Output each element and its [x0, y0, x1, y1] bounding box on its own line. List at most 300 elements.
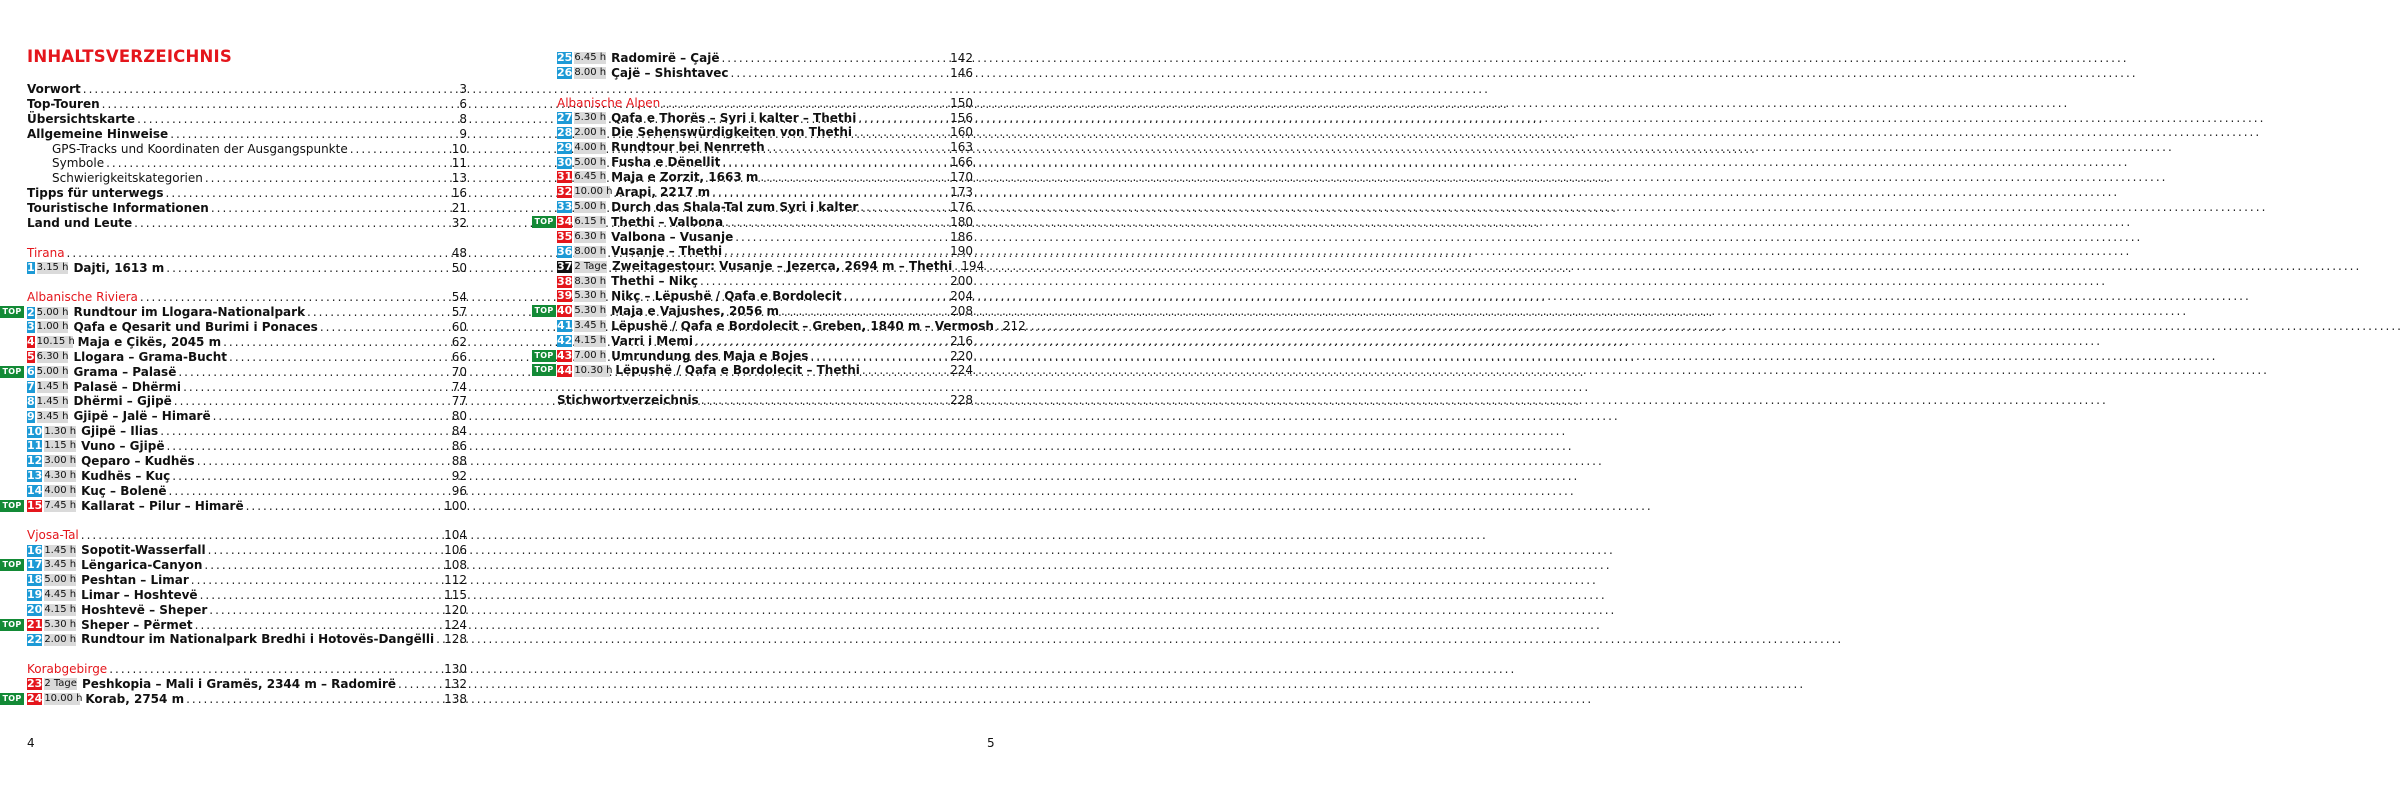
tour-duration-badge: 1.45 h [36, 380, 69, 392]
dot-leader [434, 632, 443, 647]
toc-spacer [557, 378, 973, 393]
toc-subentry[interactable] [27, 171, 467, 186]
dot-leader [104, 156, 451, 171]
toc-entry-label: Lëngarica-Canyon [81, 558, 203, 572]
toc-spacer [27, 275, 467, 290]
dot-leader [729, 66, 950, 81]
toc-page-number: 16 [451, 186, 467, 201]
toc-tour-entry[interactable] [27, 573, 467, 588]
dot-leader [81, 82, 459, 97]
dot-leader [305, 305, 451, 320]
dot-leader [79, 528, 443, 543]
dot-leader [952, 259, 960, 274]
toc-tour-entry[interactable] [557, 66, 973, 81]
tour-number-badge: 5 [27, 350, 35, 364]
tour-duration-badge: 7.00 h [574, 349, 607, 361]
toc-entry-label: Peshkopia – Mali i Gramës, 2344 m – Radomirë [81, 677, 397, 691]
top-tour-badge: TOP [0, 619, 24, 631]
toc-page-number: 156 [950, 110, 973, 125]
tour-number-badge: 25 [557, 51, 573, 65]
dot-leader [779, 304, 949, 319]
toc-page-number: 92 [451, 468, 467, 483]
tour-duration-badge: 1.00 h [36, 321, 69, 333]
tour-duration-badge: 6.30 h [574, 230, 607, 242]
toc-entry-label: Albanische Riviera [27, 290, 138, 305]
toc-page-number: 180 [950, 214, 973, 229]
tour-number-badge: 16 [27, 543, 43, 557]
toc-entry-label: Rundtour im Llogara-Nationalpark [73, 305, 306, 320]
tour-duration-badge: 3.45 h [44, 559, 77, 571]
toc-entry-label: Stichwortverzeichnis [557, 393, 699, 408]
toc-page-number: 150 [950, 95, 973, 110]
toc-tour-entry[interactable] [557, 274, 973, 289]
toc-entry-label: Hoshtevë – Sheper [81, 602, 208, 617]
toc-subentry[interactable] [27, 156, 467, 171]
toc-entry-label: Lëpushë / Qafa e Bordolecit – Thethi [615, 363, 860, 378]
toc-tour-entry[interactable] [27, 543, 467, 558]
dot-leader [206, 543, 443, 558]
toc-section-heading[interactable] [27, 528, 467, 543]
toc-tour-entry[interactable] [557, 334, 973, 349]
tour-duration-badge: 4.00 h [44, 485, 77, 497]
tour-duration-badge: 6.45 h [574, 52, 607, 64]
dot-leader [698, 274, 949, 289]
tour-duration-badge: 5.00 h [36, 306, 69, 318]
toc-page-number: 8 [459, 111, 467, 126]
toc-entry-label: Sopotit-Wasserfall [81, 543, 206, 558]
dot-leader [856, 111, 949, 126]
toc-entry-label: Symbole [52, 156, 105, 171]
tour-duration-badge: 5.00 h [574, 201, 607, 213]
toc-page-number: 166 [950, 155, 973, 170]
toc-page-number: 220 [950, 348, 973, 363]
toc-entry[interactable] [27, 201, 467, 216]
toc-page-number: 115 [444, 587, 467, 602]
tour-number-badge: 27 [557, 110, 573, 124]
toc-entry-label: Top-Touren [27, 96, 100, 111]
toc-entry[interactable] [27, 112, 467, 127]
toc-page-number: 3 [459, 82, 467, 96]
tour-number-badge: 37 [557, 259, 573, 273]
toc-entry-label: Allgemeine Hinweise [27, 126, 169, 141]
dot-leader [693, 334, 949, 349]
tour-number-badge: 31 [557, 170, 573, 184]
tour-duration-badge: 4.15 h [44, 604, 77, 616]
toc-tour-entry[interactable] [2, 305, 467, 320]
dot-leader [207, 603, 443, 618]
tour-number-badge: 41 [557, 319, 573, 333]
tour-duration-badge: 3.15 h [36, 261, 69, 273]
toc-entry[interactable] [27, 97, 467, 112]
toc-tour-entry[interactable] [27, 350, 467, 365]
toc-entry-label: Tirana [27, 245, 65, 260]
toc-page-number: 84 [451, 424, 467, 439]
tour-number-badge: 44 [557, 363, 573, 377]
toc-entry-label: Vusanje – Thethi [611, 244, 723, 259]
tour-duration-badge: 1.45 h [36, 395, 69, 407]
dot-leader [396, 677, 443, 692]
toc-tour-entry[interactable] [2, 498, 467, 514]
tour-duration-badge: 4.00 h [574, 141, 607, 153]
tour-duration-badge: 1.45 h [44, 544, 77, 556]
dot-leader [193, 618, 443, 633]
toc-page-number: 163 [950, 140, 973, 155]
tour-number-badge: 10 [27, 424, 43, 438]
dot-leader [158, 424, 451, 439]
toc-list-left [2, 82, 467, 707]
toc-page-number: 54 [451, 290, 467, 305]
dot-leader [107, 662, 443, 677]
top-tour-badge: TOP [532, 350, 556, 362]
dot-leader [852, 125, 949, 140]
toc-entry-label: Rundtour bei Nenrreth [611, 140, 765, 155]
toc-page-number: 173 [950, 184, 973, 199]
toc-subentry[interactable] [27, 142, 467, 157]
toc-page-number: 138 [444, 691, 467, 706]
toc-entry-label: Qeparo – Kudhës [81, 453, 195, 468]
toc-page-number: 146 [950, 65, 973, 80]
tour-number-badge: 29 [557, 140, 573, 154]
tour-duration-badge: 5.30 h [574, 290, 607, 302]
toc-entry-label: Gjipë – Ilias [81, 424, 159, 439]
toc-tour-entry[interactable] [557, 170, 973, 185]
dot-leader [720, 155, 949, 170]
dot-leader [176, 365, 450, 380]
toc-tour-entry[interactable] [557, 185, 973, 200]
tour-number-badge: 13 [27, 469, 43, 483]
tour-duration-badge: 2 Tage [574, 260, 607, 272]
tour-duration-badge: 6.45 h [574, 171, 607, 183]
toc-page-number: 132 [444, 677, 467, 691]
dot-leader [994, 319, 1002, 334]
toc-entry-label: Zweitagestour: Vusanje – Jezerca, 2694 m – Thethi [611, 259, 953, 274]
toc-entry-label: Maja e Vajushes, 2056 m [611, 303, 780, 318]
toc-page-number: 10 [451, 141, 467, 156]
toc-entry-label: Korabgebirge [27, 662, 108, 677]
dot-leader [842, 289, 949, 304]
toc-entry-label: Rundtour im Nationalpark Bredhi i Hotovës-Dangëlli [81, 632, 435, 647]
tour-duration-badge: 5.30 h [44, 618, 77, 630]
dot-leader [858, 200, 949, 215]
toc-page-number: 9 [459, 126, 467, 141]
toc-tour-entry[interactable] [2, 364, 467, 380]
toc-tour-entry[interactable] [557, 230, 973, 245]
dot-leader [710, 185, 949, 200]
toc-entry-label: Peshtan – Limar [81, 572, 189, 587]
page-title: INHALTSVERZEICHNIS [27, 47, 232, 66]
toc-entry-label: Kuç – Bolenë [81, 483, 167, 498]
dot-leader [167, 484, 451, 499]
dot-leader [100, 97, 459, 112]
toc-page-number: 48 [451, 245, 467, 260]
tour-number-badge: 20 [27, 603, 43, 617]
toc-entry-label: Vjosa-Tal [27, 528, 79, 543]
toc-spacer [27, 513, 467, 528]
toc-tour-entry[interactable] [557, 259, 985, 274]
tour-duration-badge: 3.45 h [36, 410, 69, 422]
toc-page-number: 88 [451, 453, 467, 468]
tour-number-badge: 2 [27, 305, 35, 319]
toc-section-heading[interactable] [27, 662, 467, 677]
dot-leader [211, 409, 451, 424]
toc-page-number: 228 [950, 393, 973, 408]
toc-tour-entry[interactable] [557, 200, 973, 215]
tour-duration-badge: 4.30 h [44, 470, 77, 482]
dot-leader [221, 335, 451, 350]
dot-leader [65, 246, 451, 261]
tour-duration-badge: 10.00 h [44, 693, 83, 705]
tour-number-badge: 39 [557, 289, 573, 303]
toc-entry-label: Land und Leute [27, 215, 133, 230]
toc-page-number: 120 [444, 602, 467, 617]
toc-tour-entry[interactable] [557, 125, 973, 140]
tour-number-badge: 38 [557, 274, 573, 288]
top-tour-badge: TOP [532, 305, 556, 317]
tour-duration-badge: 5.00 h [44, 574, 77, 586]
toc-entry-label: Schwierigkeitskategorien [52, 171, 203, 186]
toc-entry-label: Maja e Çikës, 2045 m [77, 334, 222, 349]
tour-duration-badge: 1.15 h [44, 440, 77, 452]
toc-page-number: 100 [444, 498, 467, 513]
top-tour-badge: TOP [0, 693, 24, 705]
toc-tour-entry[interactable] [2, 691, 467, 707]
tour-number-badge: 15 [27, 498, 43, 512]
dot-leader [164, 186, 451, 201]
toc-tour-entry[interactable] [27, 380, 467, 395]
tour-number-badge: 26 [557, 66, 573, 80]
toc-page-number: 216 [950, 333, 973, 348]
toc-entry-label: Vorwort [27, 82, 81, 96]
toc-page-number: 160 [950, 125, 973, 140]
dot-leader [164, 439, 450, 454]
toc-page-number: 60 [451, 320, 467, 334]
toc-entry[interactable] [27, 127, 467, 142]
dot-leader [765, 140, 949, 155]
toc-entry-label: Vuno – Gjipë [81, 439, 165, 453]
toc-page-number: 200 [950, 274, 973, 289]
toc-entry-label: Llogara – Grama-Bucht [73, 349, 228, 364]
tour-duration-badge: 10.15 h [36, 336, 75, 348]
toc-page-number: 204 [950, 289, 973, 303]
toc-tour-entry[interactable] [557, 111, 973, 126]
toc-tour-entry[interactable] [27, 603, 467, 618]
tour-number-badge: 17 [27, 558, 43, 572]
toc-page-number: 32 [451, 215, 467, 230]
toc-page-number: 96 [451, 483, 467, 498]
toc-entry-label: Die Sehenswürdigkeiten von Thethi [611, 125, 853, 140]
toc-tour-entry[interactable] [27, 424, 467, 439]
tour-number-badge: 11 [27, 439, 43, 453]
tour-duration-badge: 6.15 h [574, 216, 607, 228]
toc-entry-label: Dajti, 1613 m [73, 260, 165, 275]
dot-leader [758, 170, 949, 185]
toc-page-number: 6 [459, 96, 467, 111]
toc-entry-label: Palasë – Dhërmi [73, 379, 182, 394]
dot-leader [699, 393, 949, 408]
dot-leader [170, 469, 450, 484]
toc-entry-label: Arapi, 2217 m [615, 184, 711, 199]
toc-entry[interactable] [557, 393, 973, 408]
toc-page-number: 128 [444, 632, 467, 647]
toc-entry-label: Kudhës – Kuç [81, 468, 171, 483]
toc-entry-label: Tipps für unterwegs [27, 186, 164, 201]
toc-entry-label: Çajë – Shishtavec [611, 65, 729, 80]
dot-leader [660, 96, 949, 111]
toc-spacer [27, 647, 467, 662]
dot-leader [198, 588, 444, 603]
toc-tour-entry[interactable] [27, 320, 467, 335]
toc-tour-entry[interactable] [27, 394, 467, 409]
toc-entry-label: Maja e Zorzit, 1663 m [611, 170, 759, 184]
toc-entry[interactable] [27, 186, 467, 201]
tour-number-badge: 24 [27, 692, 43, 706]
tour-duration-badge: 6.30 h [36, 351, 69, 363]
toc-tour-entry[interactable] [534, 214, 973, 230]
dot-leader [860, 363, 949, 378]
top-tour-badge: TOP [0, 306, 24, 318]
top-tour-badge: TOP [0, 366, 24, 378]
dot-leader [135, 112, 458, 127]
toc-page-number: 124 [444, 617, 467, 632]
toc-tour-entry[interactable] [2, 617, 467, 633]
toc-entry-label: Gjipë – Jalë – Himarë [73, 409, 211, 424]
toc-page-number: 112 [444, 572, 467, 587]
tour-duration-badge: 5.00 h [36, 366, 69, 378]
toc-entry-label: Lëpushë / Qafa e Bordolecit – Greben, 1840 m – Vermosh [611, 318, 994, 333]
toc-page-number: 194 [961, 259, 985, 274]
tour-number-badge: 7 [27, 379, 35, 393]
toc-page-number: 224 [950, 363, 973, 378]
tour-number-badge: 35 [557, 229, 573, 243]
tour-duration-badge: 8.30 h [574, 275, 607, 287]
tour-number-badge: 43 [557, 348, 573, 362]
toc-entry-label: Thethi – Nikç [611, 274, 698, 289]
dot-leader [138, 290, 451, 305]
tour-duration-badge: 2.00 h [44, 633, 77, 645]
tour-number-badge: 1 [27, 260, 35, 274]
page-number-right: 5 [987, 736, 995, 750]
toc-page-number: 130 [444, 662, 467, 677]
tour-duration-badge: 3.00 h [44, 455, 77, 467]
toc-section-heading[interactable] [557, 96, 973, 111]
toc-tour-entry[interactable] [534, 348, 973, 364]
toc-entry-label: Varri i Memi [611, 333, 693, 348]
toc-page-number: 66 [451, 349, 467, 364]
toc-tour-entry[interactable] [27, 632, 467, 647]
toc-entry-label: Radomirë – Çajë [611, 51, 720, 65]
dot-leader [227, 350, 451, 365]
toc-page-number: 74 [451, 379, 467, 394]
top-tour-badge: TOP [0, 559, 24, 571]
top-tour-badge: TOP [0, 500, 24, 512]
toc-entry-label: Umrundung des Maja e Bojes [611, 348, 809, 363]
toc-entry-label: Qafa e Thorës – Syri i kalter – Thethi [611, 110, 857, 125]
toc-page-number: 176 [950, 199, 973, 214]
toc-entry[interactable] [27, 216, 467, 231]
dot-leader [164, 261, 450, 276]
tour-number-badge: 3 [27, 320, 35, 334]
toc-tour-entry[interactable] [557, 289, 973, 304]
toc-entry-label: Dhërmi – Gjipë [73, 394, 172, 409]
toc-entry-label: Touristische Informationen [27, 201, 209, 215]
tour-number-badge: 30 [557, 155, 573, 169]
toc-page-number: 186 [950, 229, 973, 244]
toc-tour-entry[interactable] [27, 261, 467, 276]
dot-leader [722, 244, 949, 259]
tour-number-badge: 33 [557, 200, 573, 214]
toc-tour-entry[interactable] [534, 363, 973, 378]
toc-tour-entry[interactable] [2, 558, 467, 573]
toc-tour-entry[interactable] [557, 244, 973, 259]
toc-tour-entry[interactable] [534, 303, 973, 319]
toc-tour-entry[interactable] [557, 51, 973, 66]
dot-leader [172, 394, 451, 409]
tour-number-badge: 34 [557, 215, 573, 229]
toc-section-heading[interactable] [27, 290, 467, 305]
tour-number-badge: 4 [27, 335, 35, 349]
toc-page-number: 57 [451, 305, 467, 320]
toc-tour-entry[interactable] [27, 454, 467, 469]
dot-leader [348, 142, 451, 157]
tour-duration-badge: 10.00 h [574, 186, 613, 198]
dot-leader [184, 692, 443, 707]
toc-entry-label: GPS-Tracks und Koordinaten der Ausgangspunkte [52, 141, 348, 156]
tour-duration-badge: 5.30 h [574, 305, 607, 317]
toc-page-number: 86 [451, 439, 467, 453]
toc-tour-entry[interactable] [27, 677, 467, 692]
toc-tour-entry[interactable] [27, 335, 467, 350]
tour-duration-badge: 4.45 h [44, 589, 77, 601]
dot-leader [209, 201, 451, 216]
toc-page-number: 142 [950, 51, 973, 65]
toc-tour-entry[interactable] [557, 318, 1026, 334]
tour-number-badge: 40 [557, 304, 573, 318]
toc-page-number: 50 [451, 260, 467, 275]
toc-tour-entry[interactable] [27, 484, 467, 499]
toc-tour-entry[interactable] [27, 469, 467, 484]
toc-page-number: 70 [451, 364, 467, 379]
toc-tour-entry[interactable] [27, 409, 467, 424]
tour-duration-badge: 10.30 h [574, 364, 613, 376]
toc-list-right [534, 51, 1498, 408]
toc-entry-label: Korab, 2754 m [85, 691, 185, 706]
toc-page-number: 62 [451, 334, 467, 349]
toc-tour-entry[interactable] [557, 140, 973, 155]
toc-entry-label: Thethi – Valbona [611, 214, 724, 229]
toc-section-heading[interactable] [27, 246, 467, 261]
toc-tour-entry[interactable] [27, 588, 467, 603]
toc-spacer [27, 231, 467, 246]
toc-spacer [557, 81, 973, 96]
dot-leader [168, 127, 458, 142]
tour-duration-badge: 5.00 h [574, 156, 607, 168]
top-tour-badge: TOP [532, 364, 556, 376]
top-tour-badge: TOP [532, 216, 556, 228]
toc-entry[interactable] [27, 82, 467, 97]
toc-tour-entry[interactable] [557, 155, 973, 170]
dot-leader [189, 573, 443, 588]
toc-tour-entry[interactable] [27, 439, 467, 454]
tour-number-badge: 6 [27, 365, 35, 379]
tour-duration-badge: 8.00 h [574, 245, 607, 257]
left-page [0, 0, 500, 800]
toc-entry-label: Albanische Alpen [557, 95, 661, 110]
dot-leader [181, 380, 451, 395]
dot-leader [195, 454, 451, 469]
toc-page-number: 190 [950, 244, 973, 259]
tour-duration-badge: 7.45 h [44, 499, 77, 511]
dot-leader [318, 320, 451, 335]
